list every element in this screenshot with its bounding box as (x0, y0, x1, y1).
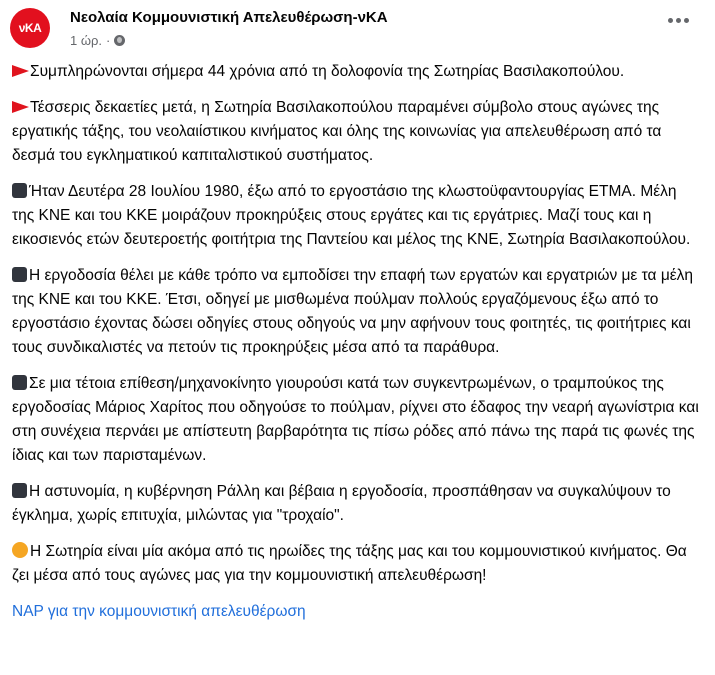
globe-icon[interactable] (114, 35, 125, 46)
paragraph-text: Η Σωτηρία είναι μία ακόμα από τις ηρωίδες της τάξης μας και του κομμουνιστικού κινήματος. Θα ζει μέσα από τους αγώνες μας για την κομμουνιστική απελευθέρωση! (12, 543, 687, 584)
paragraph (12, 60, 703, 84)
dot-icon (684, 18, 689, 23)
dot-icon (676, 18, 681, 23)
paragraph (12, 480, 703, 528)
paragraph-text: Συμπληρώνονται σήμερα 44 χρόνια από τη δολοφονία της Σωτηρίας Βασιλακοπούλου. (30, 63, 625, 80)
paragraph (12, 372, 703, 468)
paragraph (12, 264, 703, 360)
black-square-icon (12, 267, 27, 282)
black-square-icon (12, 375, 27, 390)
avatar[interactable] (10, 8, 50, 48)
hashtag-link[interactable]: ΝΑΡ για την κομμουνιστική απελευθέρωση (12, 603, 306, 620)
black-square-icon (12, 183, 27, 198)
link-paragraph (12, 600, 703, 624)
page-name-link[interactable]: Νεολαία Κομμουνιστική Απελευθέρωση-νΚΑ (70, 9, 388, 26)
paragraph-text: Τέσσερις δεκαετίες μετά, η Σωτηρία Βασιλακοπούλου παραμένει σύμβολο στους αγώνες της εργατικής τάξης, του νεολαιίστικου κινήματος και όλης της κοινωνίας για απελευθέρωση από τα δεσμά του εγκληματικού καπιταλιστικού συστήματος. (12, 99, 662, 164)
post-time[interactable]: 1 ώρ. (70, 33, 102, 48)
post-header (0, 0, 715, 60)
meta-separator: · (106, 33, 111, 48)
more-options-button[interactable] (668, 18, 689, 23)
black-square-icon (12, 483, 27, 498)
paragraph (12, 540, 703, 588)
raised-fist-icon (12, 542, 28, 558)
paragraph-text: Η αστυνομία, η κυβέρνηση Ράλλη και βέβαια η εργοδοσία, προσπάθησαν να συγκαλύψουν το έγκλημα, χωρίς επιτυχία, μιλώντας για "τροχαίο". (12, 483, 671, 524)
paragraph-text: Ήταν Δευτέρα 28 Ιουλίου 1980, έξω από το εργοστάσιο της κλωστοϋφαντουργίας ΕΤΜΑ. Μέλη της ΚΝΕ και του ΚΚΕ μοιράζουν προκηρύξεις στους εργάτες και τις εργάτριες. Μαζί τους και η εικοσιενός ετών δευτεροετής φοιτήτρια της Παντείου και μέλος της ΚΝΕ, Σωτηρία Βασιλακοπούλου. (12, 183, 691, 248)
paragraph (12, 96, 703, 168)
red-flag-icon (12, 101, 29, 113)
paragraph-text: Η εργοδοσία θέλει με κάθε τρόπο να εμποδίσει την επαφή των εργατών και εργατριών με τα μέλη της ΚΝΕ και του ΚΚΕ. Έτσι, οδηγεί με μισθωμένα πούλμαν πολλούς εργαζόμενους έξω από το εργοστάσιο έχοντας δώσει οδηγίες στους οδηγούς να μην αφήνουν τους φοιτητές, τις φοιτήτριες και τους συνδικαλιστές να πετούν τις προκηρύξεις μέσα από τα παράθυρα. (12, 267, 694, 356)
post-body (0, 60, 715, 624)
post-meta (70, 33, 125, 48)
paragraph-text: Σε μια τέτοια επίθεση/μηχανοκίνητο γιουρούσι κατά των συγκεντρωμένων, ο τραμπούκος της εργοδοσίας Μάριος Χαρίτος που οδηγούσε το πούλμαν, ρίχνει στο έδαφος την νεαρή αγωνίστρια και στη συνέχεια περνάει με απίστευτη βαρβαρότητα τις πίσω ρόδες από πάνω της παρά τις φωνές της ίδιας και των παρισταμένων. (12, 375, 699, 464)
avatar-logo: νKA (18, 21, 42, 35)
dot-icon (668, 18, 673, 23)
red-flag-icon (12, 65, 29, 77)
paragraph (12, 180, 703, 252)
